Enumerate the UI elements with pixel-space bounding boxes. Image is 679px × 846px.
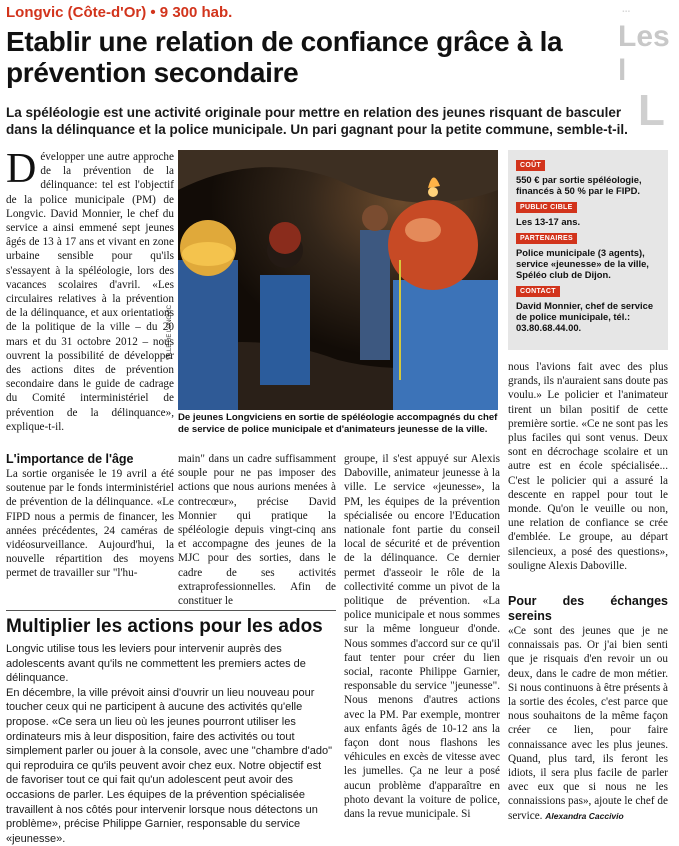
author-signature: Alexandra Caccivio <box>545 810 624 821</box>
ghost-line-2: Les l <box>618 20 670 87</box>
ados-box <box>6 616 336 846</box>
dropcap: D <box>6 146 37 192</box>
section-exchanges <box>508 594 668 823</box>
box-divider <box>6 610 336 611</box>
info-item-target <box>516 196 662 227</box>
info-text: David Monnier, chef de service de police municipale, tél.: 03.80.68.44.00. <box>516 300 654 333</box>
box-title: Multiplier les actions pour les ados <box>6 616 323 637</box>
info-text: Les 13-17 ans. <box>516 216 581 227</box>
section-text: La sortie organisée le 19 avril a été soutenue par le fonds interministériel de prévention de la délinquance. «Le FIPD nous a permis de financer, les années précédentes, 24 caméras de vidéosurveillance. Aujourd'hui, la nouvelle répartition des moyens permet de travailler sur "l'hu- <box>6 468 174 580</box>
info-item-cost <box>516 154 662 196</box>
ghost-letter: L <box>638 86 665 135</box>
adjacent-page-edge <box>612 0 679 150</box>
info-text: Police municipale (3 agents), service «jeunesse» de la ville, Spéléo club de Dijon. <box>516 247 649 280</box>
photo-caption: De jeunes Longviciens en sortie de spéléologie accompagnés du chef de service de police municipale et d'animateurs jeunesse de la ville. <box>178 412 498 435</box>
caving-photo <box>178 150 498 410</box>
section-title: Pour des échanges sereins <box>508 594 668 623</box>
info-tag: PUBLIC CIBLE <box>516 202 577 213</box>
info-tag: CONTACT <box>516 286 560 297</box>
info-tag: PARTENAIRES <box>516 233 577 244</box>
box-paragraph: En décembre, la ville prévoit ainsi d'ouvrir un lieu nouveau pour toucher ceux qui ne participent à aucune des activités qu'elle propose. «Ce sera un lieu où les jeunes pourront utiliser les ordinateurs mis à leur disposition, faire des activités ou tout simplement parler ou jouer à la console, avec une "chambre d'ado" qui reproduira ce qu'ils peuvent avoir chez eux. Notre objectif est de favoriser tout ce qui fait qu'un adolescent peut avoir des occasions de parler. Les équipes de la prévention spécialisée travaillent à nos côtés pour intervenir lorsque nous détectons un problème», précise Philippe Garnier, responsable du service «jeunesse». <box>6 686 333 845</box>
intro-column <box>6 146 174 434</box>
kicker: Longvic (Côte-d'Or) • 9 300 hab. <box>6 4 233 21</box>
column-2-text: main" dans un cadre suffisamment souple pour ne pas imposer des actions que nous aurions menées à contrecœur», précise David Monnier qui pratique la spéléologie depuis vingt-cinq ans et accompagne des jeunes de la MJC pour des sorties, dans le cadre de ses activités extraprofessionnelles. Afin de constituer le <box>178 453 336 608</box>
intro-text: évelopper une autre approche de la prévention de la délinquance: tel est l'objectif de la police municipale (PM) de Longvic. David Monnier, le chef du service a ainsi emmené sept jeunes âgés de 13 à 17 ans et vivant en zone urbaine sensible pour qu'ils s'essayent à la spéléologie, lors des vacances scolaires d'avril. «Les circulaires relatives à la prévention de la délinquance, et aux orientations de la politique de la ville – du 20 mars et du 31 octobre 2012 – nous ouvrent la possibilité de développer des actions dites de prévention secondaire dans le guide de cadrage du Comité interministériel de prévention de la délinquance», explique-t-il. <box>6 151 174 433</box>
info-item-contact <box>516 280 662 333</box>
photo-credit: VILLE DE LONGVIC <box>167 304 173 360</box>
info-box <box>508 150 668 350</box>
section-text: «Ce sont des jeunes que je ne connaissais pas. Or j'ai bien senti que je risquais d'en revoir un ou deux, dans le cadre de mon métier. Si nous continuons à être présents à la sortie des écoles, c'est parce que nous souhaitons de la même façon créer ce lien, pour faire connaissance avec les plus jeunes. Quand, plus tard, ils feront les idiots, il sera plus facile de parler avec eux que si nous ne les connaissions pas», ajoute le chef de service. <box>508 625 668 822</box>
column-3-text: groupe, il s'est appuyé sur Alexis Daboville, animateur jeunesse à la ville. Le service «jeunesse», la PM, les équipes de la prévention spécialisée ou encore l'Education nationale font partie du conseil local de sécurité et de prévention de la délinquance. Ce dernier permet d'asseoir le rôle de la collectivité comme un pivot de la politique de prévention. «La police municipale et nous sommes sur la même longueur d'onde. Nous sommes d'accord sur ce qu'il faut tenter pour créer du lien social, raconte Philippe Garnier, responsable du service "jeunesse". Nous menons d'autres actions avec la PM. Par exemple, montrer aux enfants âgés de 10-12 ans la façon dont nous flashons les véhicules en excès de vitesse avec les jumelles. Ça ne leur a posé aucun problème d'apparaître en photo devant la voiture de police, dans la revue municipale. Si <box>344 453 500 821</box>
info-tag: COÛT <box>516 160 545 171</box>
section-title: L'importance de l'âge <box>6 452 134 466</box>
section-age <box>6 452 174 581</box>
caving-photo-illustration <box>178 150 498 410</box>
info-item-partners <box>516 227 662 280</box>
info-text: 550 € par sortie spéléologie, financés à 50 % par le FIPD. <box>516 174 642 196</box>
box-paragraph: Longvic utilise tous les leviers pour intervenir auprès des adolescents avant qu'ils ne commettent les premiers actes de délinquance. <box>6 643 306 685</box>
headline: Etablir une relation de confiance grâce à la prévention secondaire <box>6 26 563 88</box>
standfirst: La spéléologie est une activité originale pour mettre en relation des jeunes risquant de basculer dans la délinquance et la police municipale. Un pari gagnant pour la petite commune, semble-t-il. <box>6 105 628 137</box>
ghost-line-1: ... <box>622 4 631 15</box>
right-column-text: nous l'avions fait avec des plus grands, ils n'auraient sans doute pas voulu.» Le policier et l'animateur tirent un bilan positif de cette première sortie. «Ce ne sont pas les plus faciles qui sont venus. Deux sont en décrochage scolaire et un autre est en école spécialisée... C'est le policier qui a assuré la descente en rappel pour tout le monde. Qu'on le veuille ou non, une relation de confiance se crée d'emblée. Le groupe, au départ silencieux, a posé des questions», souligne Alexis Daboville. <box>508 361 668 572</box>
